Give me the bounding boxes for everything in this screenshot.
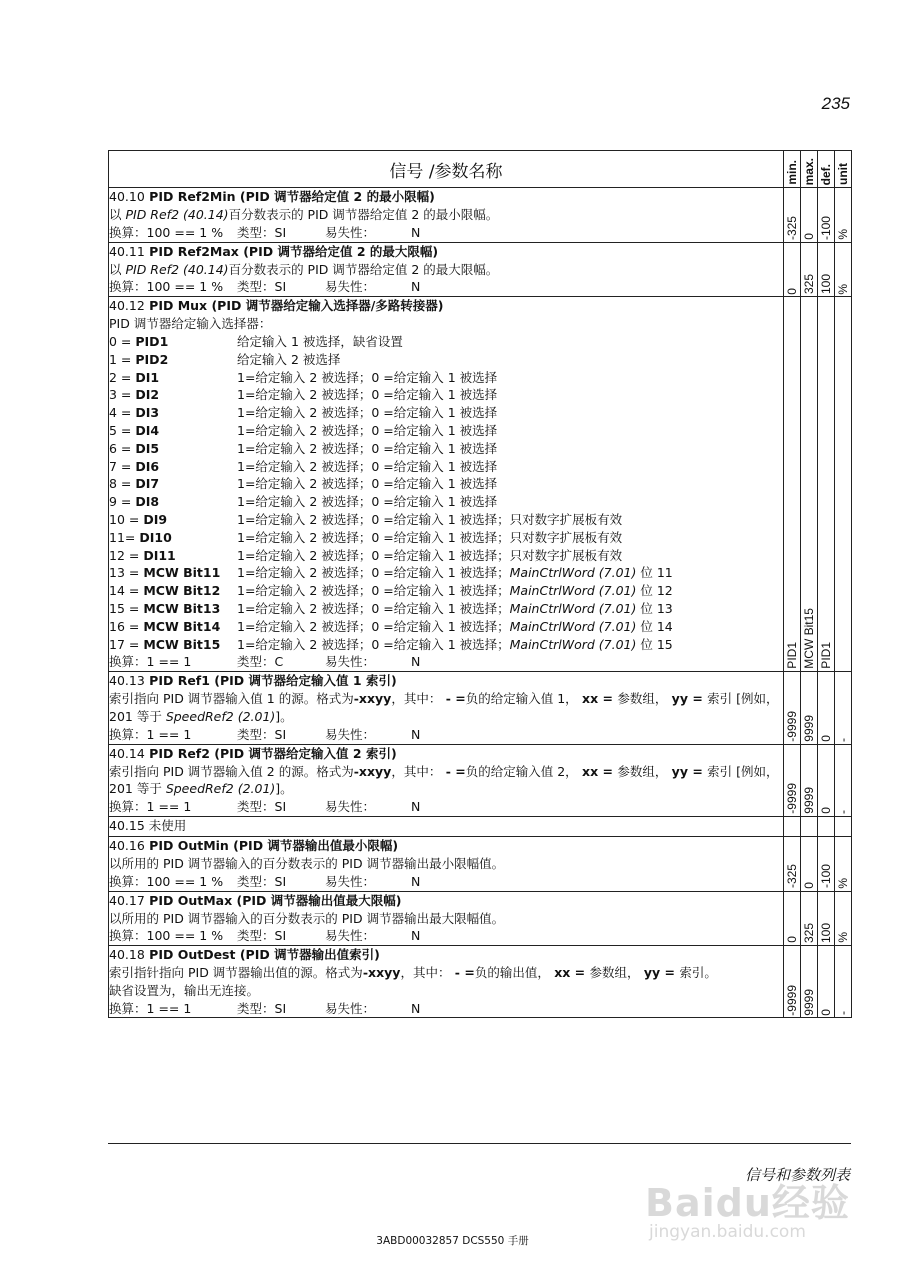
param-title: 40.12 PID Mux (PID 调节器给定输入选择器/多路转接器) — [109, 298, 444, 314]
param-unit: % — [835, 242, 852, 297]
param-unit: % — [835, 836, 852, 891]
option-item: 4 = DI3 1=给定输入 2 被选择；0 =给定输入 1 被选择 — [109, 405, 498, 421]
table-row — [109, 946, 852, 1018]
option-item: 8 = DI7 1=给定输入 2 被选择；0 =给定输入 1 被选择 — [109, 476, 498, 492]
param-desc — [109, 891, 784, 946]
option-item: 10 = DI9 1=给定输入 2 被选择；0 =给定输入 1 被选择；只对数字扩展板有效 — [109, 511, 623, 527]
col-head-def: def. — [818, 151, 835, 188]
param-desc — [109, 744, 784, 816]
param-conversion: 换算：100 == 1 % 类型：SI 易失性： N — [109, 928, 421, 944]
param-conversion: 换算：1 == 1 类型：C 易失性： N — [109, 654, 421, 670]
param-min — [784, 816, 801, 836]
param-min: -9999 — [784, 744, 801, 816]
param-max: 0 — [801, 836, 818, 891]
param-description: 以所用的 PID 调节器输入的百分数表示的 PID 调节器输出最小限幅值。 — [109, 855, 505, 871]
table-row — [109, 891, 852, 946]
param-unit — [835, 297, 852, 672]
param-description: 索引指针指向 PID 调节器输出值的源。格式为-xxyy，其中： - =负的输出值， xx = 参数组， yy = 索引。 — [109, 965, 717, 981]
param-unit: - — [835, 744, 852, 816]
footer-doc-id: 3ABD00032857 DCS550 手册 — [376, 1235, 529, 1247]
option-item: 2 = DI1 1=给定输入 2 被选择；0 =给定输入 1 被选择 — [109, 369, 498, 385]
option-item: 0 = PID1 给定输入 1 被选择，缺省设置 — [109, 333, 403, 349]
param-desc — [109, 188, 784, 243]
param-desc — [109, 672, 784, 744]
param-min: -9999 — [784, 672, 801, 744]
page-number: 235 — [821, 94, 850, 113]
param-desc — [109, 836, 784, 891]
table-row — [109, 836, 852, 891]
param-description: 索引指向 PID 调节器输入值 1 的源。格式为-xxyy，其中： - =负的给定输入值 1， xx = 参数组， yy = 索引 [例如， 201 等于 SpeedRef2 (2.01)]。 — [109, 691, 779, 724]
option-item: 17 = MCW Bit15 1=给定输入 2 被选择；0 =给定输入 1 被选择；MainCtrlWord (7.01) 位 15 — [109, 636, 673, 652]
param-title: 40.17 PID OutMax (PID 调节器输出值最大限幅) — [109, 892, 402, 908]
table-row — [109, 242, 852, 297]
option-item: 13 = MCW Bit11 1=给定输入 2 被选择；0 =给定输入 1 被选择；MainCtrlWord (7.01) 位 11 — [109, 565, 673, 581]
col-head-unit: unit — [835, 151, 852, 188]
param-def: 0 — [818, 744, 835, 816]
param-description: 以所用的 PID 调节器输入的百分数表示的 PID 调节器输出最大限幅值。 — [109, 910, 505, 926]
param-conversion: 换算：1 == 1 类型：SI 易失性： N — [109, 1000, 421, 1016]
param-conversion: 换算：1 == 1 类型：SI 易失性： N — [109, 726, 421, 742]
param-conversion: 换算：100 == 1 % 类型：SI 易失性： N — [109, 873, 421, 889]
param-title: 40.18 PID OutDest (PID 调节器输出值索引) — [109, 947, 380, 963]
option-item: 14 = MCW Bit12 1=给定输入 2 被选择；0 =给定输入 1 被选择；MainCtrlWord (7.01) 位 12 — [109, 583, 673, 599]
option-item: 3 = DI2 1=给定输入 2 被选择；0 =给定输入 1 被选择 — [109, 387, 498, 403]
param-unit: - — [835, 946, 852, 1018]
option-item: 7 = DI6 1=给定输入 2 被选择；0 =给定输入 1 被选择 — [109, 458, 498, 474]
param-conversion: 换算：100 == 1 % 类型：SI 易失性： N — [109, 224, 421, 240]
param-description-2: 缺省设置为，输出无连接。 — [109, 982, 260, 998]
table-row — [109, 297, 852, 672]
param-title: 40.11 PID Ref2Max (PID 调节器给定值 2 的最大限幅) — [109, 243, 439, 259]
param-title: 40.10 PID Ref2Min (PID 调节器给定值 2 的最小限幅) — [109, 189, 435, 204]
param-max: 0 — [801, 188, 818, 243]
param-desc — [109, 297, 784, 672]
param-title: 40.16 PID OutMin (PID 调节器输出值最小限幅) — [109, 837, 399, 853]
param-unit: % — [835, 891, 852, 946]
param-max: MCW Bit15 — [801, 297, 818, 672]
param-description: 索引指向 PID 调节器输入值 2 的源。格式为-xxyy，其中： - =负的给定输入值 2， xx = 参数组， yy = 索引 [例如， 201 等于 SpeedRef2 (2.01)]。 — [109, 763, 779, 797]
param-unit: % — [835, 188, 852, 243]
param-max: 9999 — [801, 946, 818, 1018]
option-item: 12 = DI11 1=给定输入 2 被选择；0 =给定输入 1 被选择；只对数字扩展板有效 — [109, 547, 623, 563]
param-def: -100 — [818, 836, 835, 891]
table-row — [109, 672, 852, 744]
col-head-max: max. — [801, 151, 818, 188]
watermark-logo: Baidu经验 — [645, 1181, 850, 1225]
option-item: 16 = MCW Bit14 1=给定输入 2 被选择；0 =给定输入 1 被选择；MainCtrlWord (7.01) 位 14 — [109, 618, 673, 634]
param-def — [818, 816, 835, 836]
option-item: 6 = DI5 1=给定输入 2 被选择；0 =给定输入 1 被选择 — [109, 440, 498, 456]
footer-section-title: 信号和参数列表 — [744, 1166, 850, 1184]
param-def: 0 — [818, 946, 835, 1018]
param-max: 325 — [801, 242, 818, 297]
param-desc — [109, 816, 784, 836]
param-min: PID1 — [784, 297, 801, 672]
param-conversion: 换算：100 == 1 % 类型：SI 易失性： N — [109, 279, 421, 295]
param-desc — [109, 242, 784, 297]
option-item: 9 = DI8 1=给定输入 2 被选择；0 =给定输入 1 被选择 — [109, 494, 498, 510]
param-def: 100 — [818, 891, 835, 946]
param-desc — [109, 946, 784, 1018]
param-description: 以 PID Ref2 (40.14)百分数表示的 PID 调节器给定值 2 的最小限幅。 — [109, 207, 499, 222]
param-min: 0 — [784, 242, 801, 297]
param-min: 0 — [784, 891, 801, 946]
param-unit — [835, 816, 852, 836]
param-def: -100 — [818, 188, 835, 243]
table-row — [109, 188, 852, 243]
param-unit: - — [835, 672, 852, 744]
option-item: 5 = DI4 1=给定输入 2 被选择；0 =给定输入 1 被选择 — [109, 422, 498, 438]
param-description: 以 PID Ref2 (40.14)百分数表示的 PID 调节器给定值 2 的最大限幅。 — [109, 261, 499, 277]
param-min: -325 — [784, 836, 801, 891]
param-title: 40.14 PID Ref2 (PID 调节器给定输入值 2 索引) — [109, 745, 397, 761]
watermark-url: jingyan.baidu.com — [649, 1222, 806, 1242]
param-max: 325 — [801, 891, 818, 946]
param-min: -325 — [784, 188, 801, 243]
table-row — [109, 816, 852, 836]
param-def: 100 — [818, 242, 835, 297]
col-head-min: min. — [784, 151, 801, 188]
table-row — [109, 744, 852, 816]
footer-divider — [108, 1143, 851, 1144]
param-max: 9999 — [801, 672, 818, 744]
param-max: 9999 — [801, 744, 818, 816]
table-header-row — [109, 151, 852, 188]
option-item: 11= DI10 1=给定输入 2 被选择；0 =给定输入 1 被选择；只对数字扩展板有效 — [109, 529, 623, 545]
option-list — [109, 333, 783, 653]
table-title: 信号 /参数名称 — [109, 151, 784, 188]
option-item: 15 = MCW Bit13 1=给定输入 2 被选择；0 =给定输入 1 被选择；MainCtrlWord (7.01) 位 13 — [109, 600, 673, 616]
param-conversion: 换算：1 == 1 类型：SI 易失性： N — [109, 799, 421, 815]
option-item: 1 = PID2 给定输入 2 被选择 — [109, 351, 341, 367]
param-def: PID1 — [818, 297, 835, 672]
param-def: 0 — [818, 672, 835, 744]
param-intro: PID 调节器给定输入选择器： — [109, 316, 272, 332]
param-title: 40.15 未使用 — [109, 817, 187, 833]
parameter-table — [108, 150, 852, 1018]
param-max — [801, 816, 818, 836]
param-title: 40.13 PID Ref1 (PID 调节器给定输入值 1 索引) — [109, 673, 397, 689]
param-min: -9999 — [784, 946, 801, 1018]
